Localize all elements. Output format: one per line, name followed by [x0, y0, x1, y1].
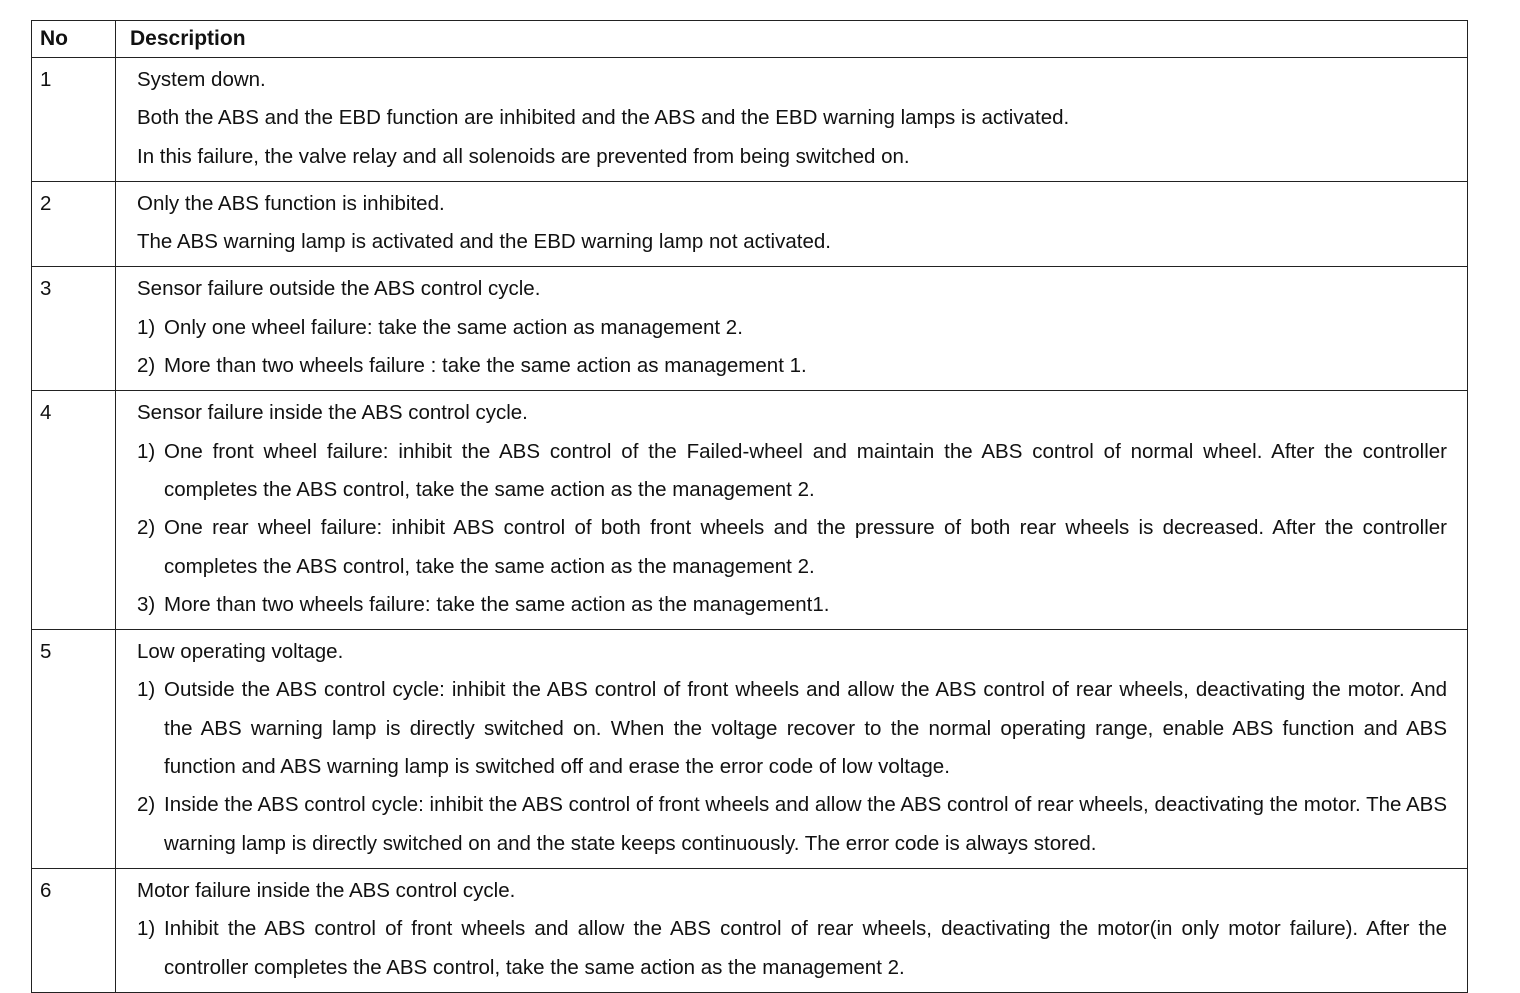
- table-row: [32, 58, 1468, 182]
- header-description: Description: [116, 21, 1468, 58]
- row-intro: Motor failure inside the ABS control cycle.: [137, 878, 516, 902]
- description-line: In this failure, the valve relay and all solenoids are prevented from being switched on.: [137, 144, 910, 168]
- table-row: [32, 391, 1468, 630]
- item-number: 3): [137, 592, 156, 616]
- row-number: 3: [32, 267, 116, 391]
- numbered-item: [137, 586, 1447, 624]
- item-number: 1): [137, 439, 156, 463]
- item-text: Outside the ABS control cycle: inhibit the ABS control of front wheels and allow the ABS control of rear wheels, deactivating the motor. And the ABS warning lamp is directly switched on. When the voltage recover to the normal operating range, enable ABS function and ABS function and ABS warning lamp is switched off and erase the error code of low voltage.: [164, 678, 1447, 779]
- row-intro: Only the ABS function is inhibited.: [137, 191, 445, 215]
- item-text: One front wheel failure: inhibit the ABS control of the Failed-wheel and maintain the ABS control of normal wheel. After the controller completes the ABS control, take the same action as the management 2.: [164, 439, 1447, 501]
- row-description: [116, 391, 1468, 630]
- numbered-item: [137, 910, 1447, 987]
- item-number: 1): [137, 315, 156, 339]
- item-text: More than two wheels failure: take the same action as the management1.: [164, 592, 830, 616]
- item-text: More than two wheels failure : take the same action as management 1.: [164, 354, 807, 378]
- numbered-item: [137, 433, 1447, 510]
- row-intro: System down.: [137, 68, 266, 91]
- numbered-item: [137, 509, 1447, 586]
- item-text: Inside the ABS control cycle: inhibit the ABS control of front wheels and allow the ABS control of rear wheels, deactivating the motor. The ABS warning lamp is directly switched on and the state keeps continuously. The error code is always stored.: [164, 793, 1447, 855]
- row-intro: Sensor failure outside the ABS control cycle.: [137, 277, 541, 301]
- row-number: 5: [32, 630, 116, 869]
- item-number: 1): [137, 917, 156, 941]
- description-line: The ABS warning lamp is activated and the EBD warning lamp not activated.: [137, 230, 831, 254]
- table-row: [32, 181, 1468, 267]
- row-number: 1: [32, 58, 116, 182]
- numbered-item: [137, 347, 1447, 385]
- numbered-item: [137, 309, 1447, 347]
- row-number: 6: [32, 868, 116, 992]
- header-no: No: [32, 21, 116, 58]
- row-description: [116, 267, 1468, 391]
- numbered-item: [137, 786, 1447, 863]
- row-number: 2: [32, 181, 116, 267]
- table-header-row: [32, 21, 1468, 58]
- numbered-item: [137, 671, 1447, 786]
- row-intro: Sensor failure inside the ABS control cycle.: [137, 401, 528, 425]
- failure-management-table: [31, 20, 1468, 993]
- table-row: [32, 267, 1468, 391]
- description-line: Both the ABS and the EBD function are inhibited and the ABS and the EBD warning lamps is activated.: [137, 106, 1070, 130]
- row-description: [116, 181, 1468, 267]
- item-text: Only one wheel failure: take the same action as management 2.: [164, 315, 743, 339]
- item-number: 2): [137, 793, 156, 817]
- table-row: [32, 630, 1468, 869]
- row-intro: Low operating voltage.: [137, 640, 344, 664]
- row-number: 4: [32, 391, 116, 630]
- item-text: Inhibit the ABS control of front wheels and allow the ABS control of rear wheels, deactivating the motor(in only motor failure). After the controller completes the ABS control, take the same action as the management 2.: [164, 917, 1447, 979]
- row-description: [116, 58, 1468, 182]
- item-number: 2): [137, 516, 156, 540]
- item-number: 2): [137, 354, 156, 378]
- row-description: [116, 630, 1468, 869]
- item-text: One rear wheel failure: inhibit ABS control of both front wheels and the pressure of both rear wheels is decreased. After the controller completes the ABS control, take the same action as the management 2.: [164, 516, 1447, 578]
- item-number: 1): [137, 678, 156, 702]
